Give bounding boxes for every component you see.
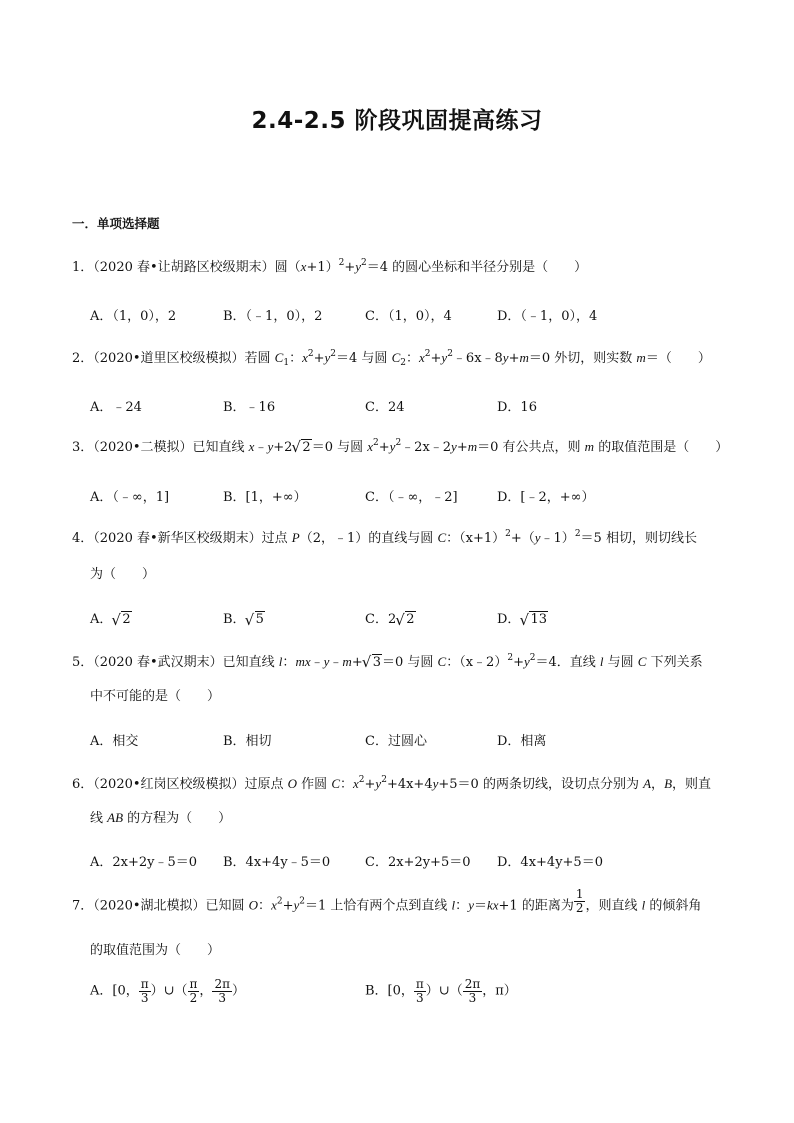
q3-text: 的取值范围是（ ） (594, 440, 729, 455)
sqrt-2: √ 2 (292, 441, 311, 454)
question-1: 1．（2020 春•让胡路区校级期末）圆$(x+1)^2+y^2=4$ 的圆心坐标和半径分别是（ ） (72, 258, 588, 275)
q4-option-d[interactable]: D．√ 13 (497, 608, 548, 627)
q5-option-b[interactable]: B．相切 (223, 734, 272, 749)
q6-option-a[interactable]: A．2x+2y﹣5＝0 (90, 855, 198, 870)
q7-option-b[interactable]: B．[0， $\frac{\pi}{3}$ ）∪（ $\frac{2\pi}{3}$ ，π） (365, 977, 517, 1005)
q5-option-d[interactable]: D．相离 (497, 734, 547, 749)
q1-option-a[interactable]: A．（1，0），2 (90, 309, 177, 324)
q4-option-c[interactable]: C．2√ 2 (365, 608, 416, 627)
q5-text: ＝4．直线 (535, 655, 600, 670)
question-5: 5．（2020 春•武汉期末）已知直线 l：mx﹣y﹣m+√ 3＝0 与圆 C：$(x﹣2)^2+y^2=4$．直线 l 与圆 C 下列关系 (72, 655, 732, 669)
q6-text: ， (651, 777, 665, 792)
q5-text: ＝0 与圆 (382, 655, 438, 670)
q1-option-c[interactable]: C．（1，0），4 (365, 309, 452, 324)
q2-option-a[interactable]: A．﹣24 (90, 400, 142, 415)
var-x: x (300, 259, 307, 274)
q5-option-c[interactable]: C．过圆心 (365, 734, 427, 749)
page-title: 2.4-2.5 阶段巩固提高练习 (251, 108, 543, 134)
q7-text: +1 的距离为 (498, 898, 574, 914)
q2-text: ： (405, 351, 419, 366)
q4-option-b[interactable]: B．√ 5 (223, 608, 265, 627)
q6-text: +4x+4 (386, 777, 433, 792)
q1-option-d[interactable]: D．（﹣1，0），4 (497, 309, 598, 324)
question-6: 6．（2020•红岗区校级模拟）过原点 O 作圆 C：$x^2+y^2+4x+4y+5=0$ 的两条切线，设切点分别为 A，B，则直 (72, 775, 712, 792)
q6-option-d[interactable]: D．4x+4y+5＝0 (497, 855, 603, 870)
q6-text: ，则直 (672, 777, 712, 792)
q3-text: 3．（2020•二模拟）已知直线 (72, 440, 249, 455)
q5-line2: 中不可能的是（ ） (90, 689, 221, 704)
q2-text: ＝0 外切，则实数 (528, 351, 637, 366)
q1-text: +1） (306, 260, 339, 275)
q2-option-b[interactable]: B．﹣16 (223, 400, 276, 415)
q3-option-b[interactable]: B．[1，+∞） (223, 490, 307, 505)
q2-text: 2．（2020•道里区校级模拟）若圆 (72, 351, 275, 366)
q4-text: ﹣1） (540, 531, 575, 546)
q4-option-a[interactable]: A．√ 2 (90, 608, 132, 627)
q2-option-d[interactable]: D．16 (497, 400, 537, 415)
var-c1: C (274, 350, 284, 365)
q3-option-c[interactable]: C．（﹣∞，﹣2] (365, 490, 458, 505)
q5-text: 下列关系 (646, 655, 703, 670)
q5-text: 5．（2020 春•武汉期末）已知直线 (72, 655, 279, 670)
q4-line2: 为（ ） (90, 567, 156, 582)
question-4: 4．（2020 春•新华区校级期末）过点 P（2，﹣1）的直线与圆 C：$(x+1)^2+(y﹣1)^2=5$ 相切，则切线长 (72, 529, 697, 546)
q1-text: ＝4 的圆心坐标和半径分别是（ ） (366, 260, 588, 275)
sqrt-3: √ 3 (363, 656, 382, 669)
q2-text: ﹣6x﹣8 (452, 351, 503, 366)
q7-line2: 的取值范围为（ ） (90, 943, 221, 958)
q4-text: +（ (510, 531, 535, 546)
q7-text: 7．（2020•湖北模拟）已知圆 (72, 898, 249, 914)
q6-option-c[interactable]: C．2x+2y+5＝0 (365, 855, 471, 870)
q1-option-b[interactable]: B．（﹣1，0），2 (223, 309, 323, 324)
q6-line2: 线 AB 的方程为（ ） (90, 810, 232, 826)
q4-text: ＝5 相切，则切线长 (580, 531, 697, 546)
section-heading: 一．单项选择题 (72, 216, 160, 231)
q4-text: ：（x+1） (446, 531, 506, 546)
q7-text: 的倾斜角 (645, 898, 702, 914)
question-2: 2．（2020•道里区校级模拟）若圆 $C_1$：$x^2+y^2=4$ 与圆 $C_2$：$x^2+y^2﹣6x﹣8y+m=0$ 外切，则实数 m＝（ ） (72, 349, 711, 368)
q1-text: 1．（2020 春•让胡路区校级期末）圆（ (72, 260, 301, 275)
q5-text: ： (282, 655, 296, 670)
q7-option-a[interactable]: A．[0， $\frac{\pi}{3}$ ）∪（ $\frac{\pi}{2}$ ， $\frac{2\pi}{3}$ ） (90, 977, 245, 1005)
q4-text: （2，﹣1）的直线与圆 (299, 531, 438, 546)
q2-text: ＝4 与圆 (336, 351, 392, 366)
q6-text: ： (339, 777, 353, 792)
q3-text: ﹣2x﹣2 (401, 440, 452, 455)
q2-text: ＝（ ） (645, 351, 711, 366)
q6-text: 作圆 (297, 777, 332, 792)
var-c2: C (391, 350, 401, 365)
q5-text: ：（x﹣2） (446, 655, 508, 670)
q6-option-b[interactable]: B．4x+4y﹣5＝0 (223, 855, 331, 870)
q5-text: 与圆 (603, 655, 638, 670)
q3-text: ＝0 有公共点，则 (477, 440, 585, 455)
q3-option-d[interactable]: D．[﹣2，+∞） (497, 490, 595, 505)
q5-option-a[interactable]: A．相交 (90, 734, 139, 749)
q7-text: ： (258, 898, 272, 914)
var-y: y (355, 259, 362, 274)
q4-text: 4．（2020 春•新华区校级期末）过点 (72, 531, 292, 546)
q1-text: + (344, 260, 356, 275)
q3-option-a[interactable]: A．（﹣∞，1] (90, 490, 170, 505)
question-3: 3．（2020•二模拟）已知直线 x﹣y+2√ 2＝0 与圆 $x^2+y^2﹣2x﹣2y+m=0$ 有公共点，则 m 的取值范围是（ ） (72, 440, 732, 454)
q2-text: ： (289, 351, 303, 366)
q7-text: ＝1 上恰有两个点到直线 (305, 898, 452, 914)
q7-text: ，则直线 (585, 898, 642, 914)
question-7: 7．（2020•湖北模拟）已知圆 O：$x^2+y^2=1$ 上恰有两个点到直线 l：y＝kx+1 的距离为 $\frac{1}{2}$ ，则直线 l 的倾斜角 (72, 887, 702, 915)
q6-text: 6．（2020•红岗区校级模拟）过原点 (72, 777, 288, 792)
q3-text: ＝0 与圆 (311, 440, 368, 455)
fraction-one-half: $\frac{1}{2}$ (575, 887, 584, 915)
q2-option-c[interactable]: C．24 (365, 400, 405, 415)
q6-text: +5＝0 的两条切线，设切点分别为 (438, 777, 644, 792)
q7-text: ： (455, 898, 469, 914)
